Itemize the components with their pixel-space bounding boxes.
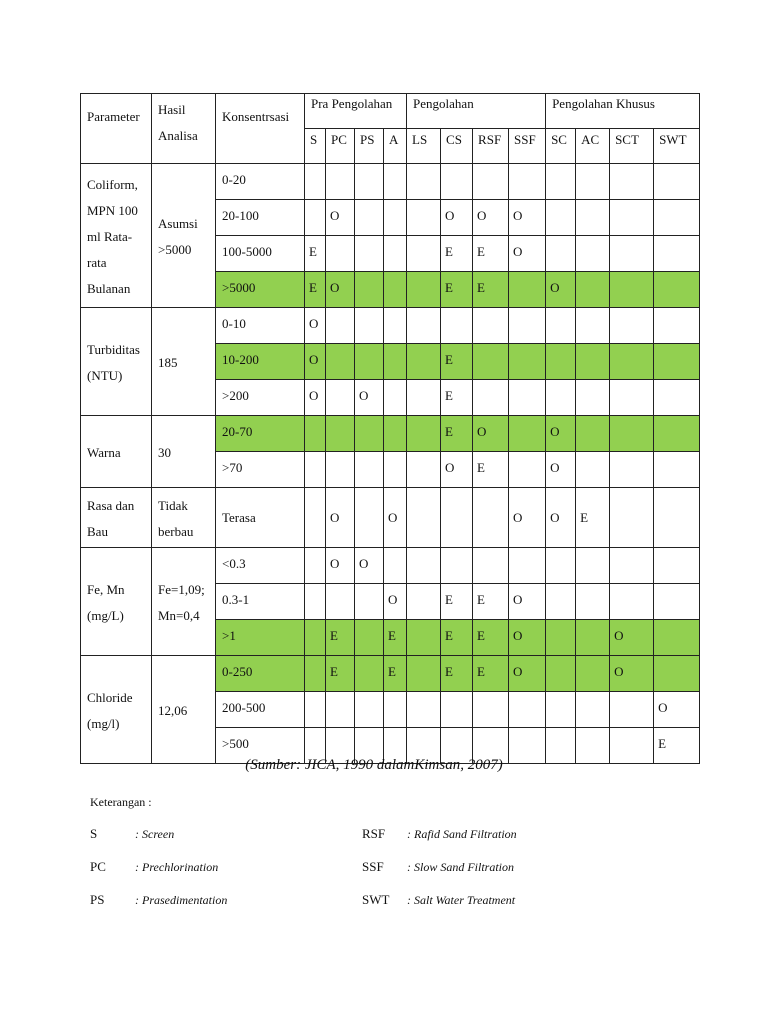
value-cell-a [384, 272, 407, 308]
value-cell-swt [654, 488, 700, 548]
legend-description: : Prechlorination [135, 860, 219, 874]
value-cell-cs: E [441, 656, 473, 692]
value-cell-swt [654, 656, 700, 692]
value-cell-ls [407, 272, 441, 308]
legend-code: RSF [362, 826, 386, 841]
value-cell-ssf: O [509, 620, 546, 656]
value-cell-ac [576, 584, 610, 620]
value-cell-ac [576, 236, 610, 272]
value-cell-ac [576, 344, 610, 380]
value-cell-swt [654, 164, 700, 200]
hasil-line: Fe=1,09; [158, 582, 205, 597]
konsentrasi-cell: 20-70 [216, 416, 305, 452]
value-cell-rsf: E [473, 620, 509, 656]
hasil-analisa-cell [152, 164, 216, 308]
hasil-line: 30 [158, 445, 171, 460]
value-cell-sc [546, 236, 576, 272]
value-cell-ps [355, 344, 384, 380]
value-cell-a [384, 452, 407, 488]
value-cell-a [384, 344, 407, 380]
value-cell-sct [610, 380, 654, 416]
value-cell-ac [576, 416, 610, 452]
value-cell-pc [326, 380, 355, 416]
header-code-sct: SCT [610, 129, 654, 164]
value-cell-s [305, 164, 326, 200]
value-cell-rsf: O [473, 416, 509, 452]
value-cell-cs: E [441, 620, 473, 656]
value-cell-ls [407, 488, 441, 548]
value-cell-s [305, 656, 326, 692]
value-cell-pc [326, 452, 355, 488]
value-cell-ssf [509, 692, 546, 728]
parameter-line: (mg/L) [87, 608, 124, 623]
value-cell-rsf: O [473, 200, 509, 236]
value-cell-pc: O [326, 200, 355, 236]
value-cell-a [384, 200, 407, 236]
value-cell-pc: O [326, 548, 355, 584]
value-cell-sc [546, 200, 576, 236]
value-cell-sct [610, 308, 654, 344]
header-code-ps: PS [355, 129, 384, 164]
value-cell-s: E [305, 272, 326, 308]
value-cell-sc: O [546, 488, 576, 548]
value-cell-sct: O [610, 656, 654, 692]
value-cell-ssf: O [509, 656, 546, 692]
value-cell-s [305, 416, 326, 452]
value-cell-sc: O [546, 452, 576, 488]
value-cell-sct [610, 548, 654, 584]
value-cell-swt [654, 308, 700, 344]
value-cell-a [384, 308, 407, 344]
value-cell-sc [546, 656, 576, 692]
konsentrasi-cell: <0.3 [216, 548, 305, 584]
value-cell-rsf [473, 548, 509, 584]
value-cell-sct [610, 488, 654, 548]
legend-description: : Rafid Sand Filtration [407, 827, 517, 841]
value-cell-sc [546, 308, 576, 344]
value-cell-ps [355, 272, 384, 308]
value-cell-sc: O [546, 416, 576, 452]
hasil-line: Asumsi [158, 216, 198, 231]
konsentrasi-cell: >5000 [216, 272, 305, 308]
value-cell-sct [610, 344, 654, 380]
value-cell-s: O [305, 308, 326, 344]
value-cell-ac [576, 380, 610, 416]
value-cell-a [384, 380, 407, 416]
value-cell-sct [610, 164, 654, 200]
value-cell-ls [407, 380, 441, 416]
value-cell-rsf [473, 692, 509, 728]
value-cell-ssf [509, 452, 546, 488]
header-group-pengolahan-khusus: Pengolahan Khusus [546, 94, 700, 129]
parameter-line: (mg/l) [87, 716, 120, 731]
legend-description: : Prasedimentation [135, 893, 228, 907]
value-cell-ac: E [576, 488, 610, 548]
value-cell-cs: O [441, 452, 473, 488]
value-cell-ac [576, 308, 610, 344]
header-code-swt: SWT [654, 129, 700, 164]
value-cell-s: O [305, 344, 326, 380]
parameter-line: MPN 100 [87, 203, 138, 218]
value-cell-s [305, 452, 326, 488]
value-cell-ps [355, 164, 384, 200]
value-cell-ls [407, 308, 441, 344]
hasil-line: berbau [158, 524, 194, 539]
parameter-cell [81, 164, 152, 308]
hasil-line: 185 [158, 355, 178, 370]
parameter-line: Coliform, [87, 177, 138, 192]
value-cell-ps: O [355, 380, 384, 416]
parameter-cell [81, 416, 152, 488]
value-cell-ls [407, 656, 441, 692]
value-cell-ls [407, 548, 441, 584]
value-cell-s [305, 620, 326, 656]
header-code-ssf: SSF [509, 129, 546, 164]
header-code-ls: LS [407, 129, 441, 164]
value-cell-ps: O [355, 548, 384, 584]
value-cell-ssf [509, 272, 546, 308]
hasil-analisa-cell [152, 308, 216, 416]
value-cell-cs [441, 488, 473, 548]
parameter-line: rata [87, 255, 107, 270]
hasil-analisa-cell [152, 416, 216, 488]
value-cell-swt [654, 452, 700, 488]
value-cell-ac [576, 164, 610, 200]
value-cell-s [305, 548, 326, 584]
value-cell-rsf: E [473, 656, 509, 692]
value-cell-cs [441, 164, 473, 200]
value-cell-ssf: O [509, 200, 546, 236]
value-cell-ssf: O [509, 236, 546, 272]
value-cell-sc: O [546, 272, 576, 308]
value-cell-pc: O [326, 272, 355, 308]
value-cell-rsf [473, 344, 509, 380]
value-cell-a [384, 692, 407, 728]
value-cell-cs: E [441, 344, 473, 380]
header-code-a: A [384, 129, 407, 164]
value-cell-a [384, 548, 407, 584]
value-cell-swt [654, 344, 700, 380]
value-cell-swt [654, 584, 700, 620]
header-konsentrasi: Konsentrsasi [216, 94, 305, 164]
hasil-line: >5000 [158, 242, 192, 257]
treatment-table [80, 93, 700, 764]
value-cell-cs: O [441, 200, 473, 236]
legend-code: SWT [362, 892, 390, 907]
value-cell-swt [654, 200, 700, 236]
value-cell-rsf: E [473, 272, 509, 308]
legend-description: : Salt Water Treatment [407, 893, 516, 907]
value-cell-sct [610, 272, 654, 308]
header-code-ac: AC [576, 129, 610, 164]
table-row [81, 416, 700, 452]
konsentrasi-cell: 0-20 [216, 164, 305, 200]
table-row [81, 548, 700, 584]
value-cell-rsf: E [473, 452, 509, 488]
konsentrasi-cell: >200 [216, 380, 305, 416]
konsentrasi-cell: 200-500 [216, 692, 305, 728]
value-cell-s: O [305, 380, 326, 416]
parameter-line: Warna [87, 445, 121, 460]
value-cell-ps [355, 488, 384, 548]
value-cell-sct [610, 584, 654, 620]
parameter-line: Bau [87, 524, 108, 539]
value-cell-ssf [509, 380, 546, 416]
value-cell-swt [654, 416, 700, 452]
parameter-line: Rasa dan [87, 498, 135, 513]
value-cell-s [305, 692, 326, 728]
value-cell-a: E [384, 620, 407, 656]
value-cell-sct [610, 236, 654, 272]
value-cell-swt: E [654, 728, 700, 764]
value-cell-sc [546, 380, 576, 416]
parameter-line: Chloride [87, 690, 133, 705]
hasil-line: Mn=0,4 [158, 608, 200, 623]
value-cell-cs: E [441, 416, 473, 452]
value-cell-ssf [509, 416, 546, 452]
parameter-cell [81, 548, 152, 656]
legend-code: S [90, 826, 98, 841]
value-cell-ps [355, 416, 384, 452]
value-cell-ac [576, 452, 610, 488]
value-cell-ssf [509, 548, 546, 584]
value-cell-ps [355, 620, 384, 656]
header-code-sc: SC [546, 129, 576, 164]
value-cell-rsf [473, 308, 509, 344]
value-cell-sc [546, 584, 576, 620]
value-cell-ls [407, 416, 441, 452]
parameter-cell [81, 308, 152, 416]
header-group-pra-pengolahan: Pra Pengolahan [305, 94, 407, 129]
value-cell-sc [546, 344, 576, 380]
value-cell-ps [355, 200, 384, 236]
value-cell-ls [407, 584, 441, 620]
value-cell-a [384, 416, 407, 452]
value-cell-swt [654, 620, 700, 656]
value-cell-swt [654, 236, 700, 272]
hasil-analisa-cell [152, 548, 216, 656]
value-cell-cs: E [441, 236, 473, 272]
value-cell-ac [576, 272, 610, 308]
value-cell-pc [326, 584, 355, 620]
value-cell-a [384, 236, 407, 272]
konsentrasi-cell: >1 [216, 620, 305, 656]
value-cell-a: O [384, 488, 407, 548]
value-cell-pc [326, 416, 355, 452]
konsentrasi-cell: Terasa [216, 488, 305, 548]
value-cell-cs [441, 308, 473, 344]
value-cell-ssf [509, 344, 546, 380]
header-code-pc: PC [326, 129, 355, 164]
konsentrasi-cell: 20-100 [216, 200, 305, 236]
value-cell-a: E [384, 656, 407, 692]
value-cell-pc: E [326, 656, 355, 692]
value-cell-ls [407, 344, 441, 380]
value-cell-swt [654, 272, 700, 308]
hasil-analisa-cell [152, 656, 216, 764]
konsentrasi-cell: >70 [216, 452, 305, 488]
value-cell-ps [355, 584, 384, 620]
value-cell-ps [355, 656, 384, 692]
value-cell-pc [326, 308, 355, 344]
value-cell-ac [576, 692, 610, 728]
parameter-line: ml Rata- [87, 229, 133, 244]
value-cell-sct [610, 416, 654, 452]
value-cell-ssf [509, 308, 546, 344]
value-cell-sct [610, 692, 654, 728]
value-cell-ls [407, 164, 441, 200]
parameter-line: Turbiditas [87, 342, 140, 357]
header-group-pengolahan: Pengolahan [407, 94, 546, 129]
hasil-analisa-cell [152, 488, 216, 548]
table-source-caption: (Sumber: JICA, 1990 dalamKimsan, 2007) [245, 757, 503, 773]
value-cell-rsf: E [473, 236, 509, 272]
value-cell-ps [355, 308, 384, 344]
table-row [81, 488, 700, 548]
value-cell-pc: O [326, 488, 355, 548]
konsentrasi-cell: 0.3-1 [216, 584, 305, 620]
value-cell-sc [546, 692, 576, 728]
value-cell-s [305, 488, 326, 548]
value-cell-ssf: O [509, 584, 546, 620]
legend-code: SSF [362, 859, 384, 874]
value-cell-cs [441, 692, 473, 728]
value-cell-pc [326, 236, 355, 272]
value-cell-ls [407, 620, 441, 656]
value-cell-ls [407, 200, 441, 236]
header-hasil-analisa: Hasil Analisa [152, 94, 216, 164]
value-cell-pc [326, 692, 355, 728]
hasil-line: 12,06 [158, 703, 188, 718]
legend-description: : Screen [135, 827, 175, 841]
value-cell-pc [326, 344, 355, 380]
value-cell-pc: E [326, 620, 355, 656]
value-cell-cs: E [441, 272, 473, 308]
value-cell-sct [610, 200, 654, 236]
value-cell-ssf [509, 164, 546, 200]
konsentrasi-cell: 0-10 [216, 308, 305, 344]
value-cell-s: E [305, 236, 326, 272]
value-cell-cs: E [441, 380, 473, 416]
value-cell-a: O [384, 584, 407, 620]
konsentrasi-cell: 10-200 [216, 344, 305, 380]
konsentrasi-cell: 0-250 [216, 656, 305, 692]
konsentrasi-cell: >500 [216, 728, 305, 764]
table-row [81, 308, 700, 344]
table-row [81, 164, 700, 200]
legend-description: : Slow Sand Filtration [407, 860, 515, 874]
parameter-cell [81, 656, 152, 764]
value-cell-ssf: O [509, 488, 546, 548]
value-cell-cs [441, 548, 473, 584]
header-code-rsf: RSF [473, 129, 509, 164]
value-cell-ps [355, 692, 384, 728]
header-code-cs: CS [441, 129, 473, 164]
value-cell-rsf [473, 164, 509, 200]
value-cell-swt [654, 548, 700, 584]
value-cell-ps [355, 236, 384, 272]
parameter-line: Fe, Mn [87, 582, 125, 597]
value-cell-cs: E [441, 584, 473, 620]
header-code-s: S [305, 129, 326, 164]
value-cell-rsf: E [473, 584, 509, 620]
value-cell-ls [407, 236, 441, 272]
parameter-line: (NTU) [87, 368, 123, 383]
value-cell-sc [546, 620, 576, 656]
konsentrasi-cell: 100-5000 [216, 236, 305, 272]
parameter-cell [81, 488, 152, 548]
legend-code: PC [90, 859, 106, 874]
table-row [81, 656, 700, 692]
value-cell-rsf [473, 488, 509, 548]
value-cell-ac [576, 656, 610, 692]
value-cell-ac [576, 548, 610, 584]
value-cell-sc [546, 548, 576, 584]
value-cell-a [384, 164, 407, 200]
value-cell-s [305, 584, 326, 620]
legend-code: PS [90, 892, 105, 907]
header-parameter: Parameter [81, 94, 152, 164]
value-cell-pc [326, 164, 355, 200]
value-cell-swt: O [654, 692, 700, 728]
value-cell-ac [576, 620, 610, 656]
value-cell-s [305, 200, 326, 236]
value-cell-swt [654, 380, 700, 416]
value-cell-sc [546, 164, 576, 200]
value-cell-ls [407, 692, 441, 728]
legend-title: Keterangan : [90, 795, 152, 809]
value-cell-sct [610, 452, 654, 488]
value-cell-ac [576, 200, 610, 236]
value-cell-ps [355, 452, 384, 488]
value-cell-rsf [473, 380, 509, 416]
parameter-line: Bulanan [87, 281, 131, 296]
hasil-line: Tidak [158, 498, 188, 513]
value-cell-sct: O [610, 620, 654, 656]
value-cell-ls [407, 452, 441, 488]
